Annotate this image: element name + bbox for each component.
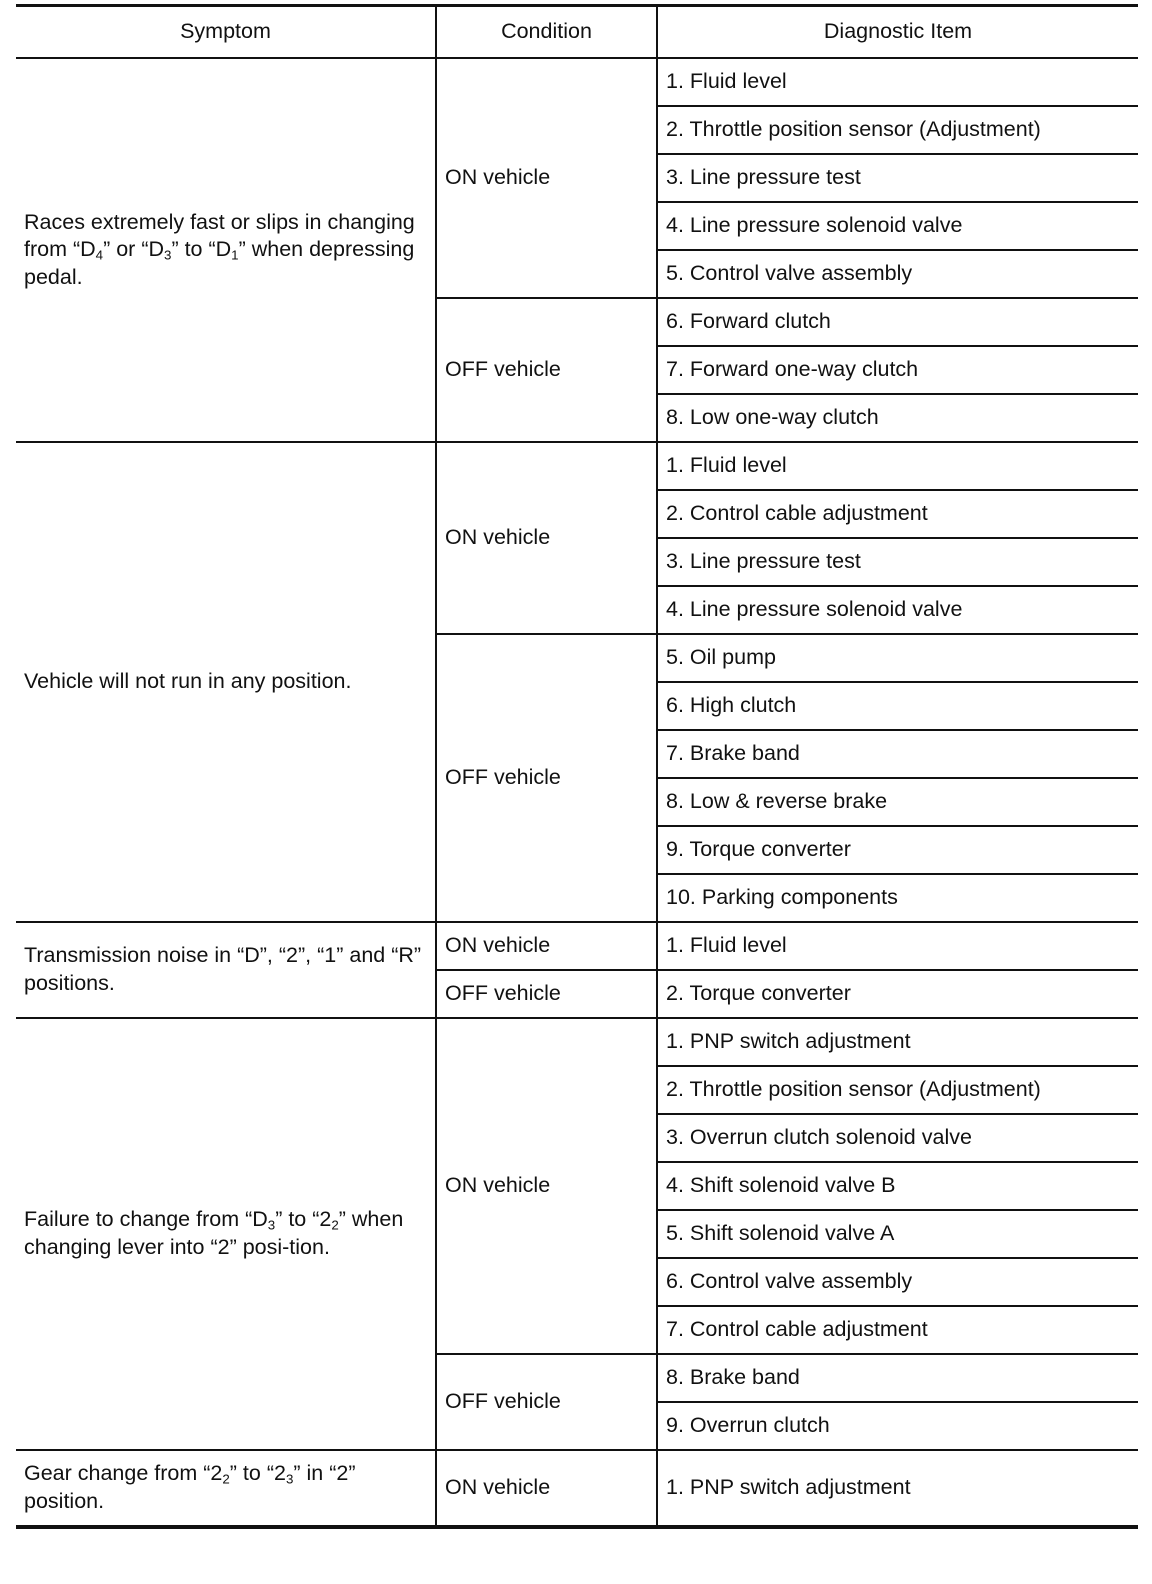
diagnostic-item-cell: 6. Forward clutch [657,298,1138,346]
condition-cell: ON vehicle [436,922,657,970]
diagnostic-item-cell: 1. Fluid level [657,922,1138,970]
diagnostic-item-cell: 3. Overrun clutch solenoid valve [657,1114,1138,1162]
diagnostic-item-cell: 5. Oil pump [657,634,1138,682]
diagnostic-item-cell: 5. Shift solenoid valve A [657,1210,1138,1258]
diagnostic-item-cell: 4. Shift solenoid valve B [657,1162,1138,1210]
diagnostic-item-cell: 4. Line pressure solenoid valve [657,202,1138,250]
diagnostic-item-cell: 1. PNP switch adjustment [657,1018,1138,1066]
diagnostic-item-cell: 7. Control cable adjustment [657,1306,1138,1354]
diagnostic-item-cell: 8. Low & reverse brake [657,778,1138,826]
diagnostic-item-header: Diagnostic Item [657,6,1138,59]
symptom-cell: Vehicle will not run in any position. [16,442,436,922]
diagnostic-item-cell: 2. Throttle position sensor (Adjustment) [657,1066,1138,1114]
diagnostic-item-cell: 9. Overrun clutch [657,1402,1138,1450]
diagnostic-item-cell: 8. Low one-way clutch [657,394,1138,442]
diagnostic-item-cell: 9. Torque converter [657,826,1138,874]
condition-cell: OFF vehicle [436,298,657,442]
condition-cell: ON vehicle [436,442,657,634]
diagnostic-item-cell: 1. Fluid level [657,58,1138,106]
condition-header: Condition [436,6,657,59]
diagnostic-item-cell: 3. Line pressure test [657,154,1138,202]
condition-cell: ON vehicle [436,1018,657,1354]
table-row [16,1450,1138,1527]
condition-cell: OFF vehicle [436,970,657,1018]
diagnostic-table [16,4,1138,1529]
diagnostic-item-cell: 7. Brake band [657,730,1138,778]
table-row [16,442,1138,490]
diagnostic-item-cell: 2. Throttle position sensor (Adjustment) [657,106,1138,154]
symptom-cell: Races extremely fast or slips in changing from “$D_4$” or “$D_3$” to “$D_1$” when depressing pedal. [16,58,436,442]
diagnostic-item-cell: 7. Forward one-way clutch [657,346,1138,394]
diagnostic-item-cell: 2. Control cable adjustment [657,490,1138,538]
header-row [16,6,1138,59]
symptom-header: Symptom [16,6,436,59]
table-row [16,922,1138,970]
diagnostic-item-cell: 5. Control valve assembly [657,250,1138,298]
diagnostic-item-cell: 2. Torque converter [657,970,1138,1018]
condition-cell: OFF vehicle [436,1354,657,1450]
diagnostic-item-cell: 8. Brake band [657,1354,1138,1402]
table-row [16,58,1138,106]
diagnostic-item-cell: 6. Control valve assembly [657,1258,1138,1306]
table-body [16,58,1138,1527]
symptom-cell: Gear change from “$2_2$” to “$2_3$” in “2” position. [16,1450,436,1527]
diagnostic-item-cell: 4. Line pressure solenoid valve [657,586,1138,634]
condition-cell: ON vehicle [436,58,657,298]
table-row [16,1018,1138,1066]
condition-cell: OFF vehicle [436,634,657,922]
symptom-cell: Failure to change from “$D_3$” to “$2_2$” when changing lever into “2” posi-tion. [16,1018,436,1450]
diagnostic-item-cell: 10. Parking components [657,874,1138,922]
diagnostic-item-cell: 6. High clutch [657,682,1138,730]
diagnostic-item-cell: 1. PNP switch adjustment [657,1450,1138,1527]
symptom-cell: Transmission noise in “D”, “2”, “1” and “R” positions. [16,922,436,1018]
diagnostic-item-cell: 3. Line pressure test [657,538,1138,586]
condition-cell: ON vehicle [436,1450,657,1527]
diagnostic-item-cell: 1. Fluid level [657,442,1138,490]
